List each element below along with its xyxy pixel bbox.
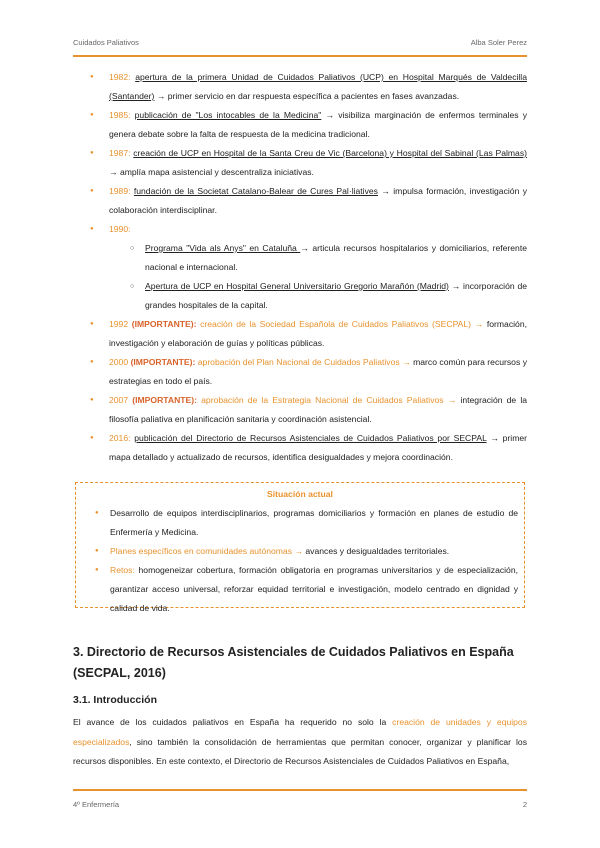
timeline-item-important	[73, 353, 527, 391]
timeline-link[interactable]: fundación de la Societat Catalano-Balear de Cures Pal·liatives	[133, 186, 378, 196]
timeline-highlight: creación de la Sociedad Española de Cuidados Paliativos (SECPAL) →	[196, 319, 484, 329]
timeline-link[interactable]: publicación de "Los intocables de la Medicina"	[134, 110, 322, 120]
header-title: Cuidados Paliativos	[73, 38, 139, 47]
timeline-link[interactable]: apertura de la primera Unidad de Cuidados Paliativos (UCP) en Hospital Marqués de Valdecilla (Santander)	[109, 72, 527, 101]
timeline-item	[73, 144, 527, 182]
timeline-text: → primer mapa detallado y actualizado de recursos, identifica desigualdades y mejora coordinación.	[109, 433, 527, 462]
timeline-text: → visibiliza marginación de enfermos terminales y genera debate sobre la falta de respuesta de la medicina tradicional.	[109, 110, 527, 139]
timeline-item	[73, 429, 527, 467]
timeline-year: 2016:	[109, 433, 131, 443]
page-number: 2	[522, 800, 527, 809]
page-header	[73, 38, 527, 50]
timeline-text: → incorporación de grandes hospitales de la capital.	[145, 281, 527, 310]
situacion-text: homogeneizar cobertura, formación obligatoria en programas universitarios y de especialización, garantizar acceso universal, reforzar equidad territorial e investigación, modelo centrado en dignidad y calidad de vida.	[110, 565, 518, 613]
intro-paragraph	[73, 713, 527, 772]
timeline-link[interactable]: Apertura de UCP en Hospital General Universitario Gregorio Marañón (Madrid)	[145, 281, 449, 291]
important-tag: (IMPORTANTE):	[132, 395, 198, 405]
timeline-item-important	[73, 391, 527, 429]
timeline-content	[73, 68, 527, 467]
important-tag: (IMPORTANTE):	[131, 319, 197, 329]
situacion-text: avances y desigualdades territoriales.	[303, 546, 450, 556]
timeline-year: 1982:	[109, 72, 131, 82]
header-author: Alba Soler Perez	[470, 38, 527, 47]
timeline-year: 1992	[109, 319, 132, 329]
timeline-highlight: aprobación de la Estrategia Nacional de Cuidados Paliativos →	[197, 395, 457, 405]
timeline-link[interactable]: creación de UCP en Hospital de la Santa Creu de Vic (Barcelona) y Hospital del Sabinal (Las Palmas)	[133, 148, 527, 158]
paragraph-text: El avance de los cuidados paliativos en España ha requerido no solo la	[73, 717, 393, 727]
timeline-item-important	[73, 315, 527, 353]
timeline-year: 2007	[109, 395, 133, 405]
timeline-link[interactable]: Programa "Vida als Anys" en Cataluña	[145, 243, 301, 253]
situacion-item	[82, 561, 518, 618]
timeline-item	[73, 182, 527, 220]
timeline-sublist	[109, 239, 527, 315]
section-heading: 3. Directorio de Recursos Asistenciales de Cuidados Paliativos en España (SECPAL, 2016)	[73, 645, 514, 680]
timeline-year: 2000	[109, 357, 131, 367]
important-tag: (IMPORTANTE):	[130, 357, 196, 367]
situacion-highlight: Retos:	[110, 565, 135, 575]
paragraph-highlight: creación de unidades y equipos especializados	[73, 717, 528, 747]
situacion-list	[82, 504, 518, 618]
footer-course: 4º Enfermería	[73, 800, 120, 809]
timeline-text: → articula recursos hospitalarios y domiciliarios, referente nacional e internacional.	[145, 243, 527, 272]
timeline-link[interactable]: publicación del Directorio de Recursos Asistenciales de Cuidados Paliativos por SECPAL	[134, 433, 487, 443]
timeline-year: 1989:	[109, 186, 131, 196]
timeline-text: marco común para recursos y estrategias en todo el país.	[109, 357, 527, 386]
situacion-item	[82, 542, 518, 561]
header-divider	[73, 55, 527, 57]
timeline-text: → amplía mapa asistencial y descentraliza iniciativas.	[109, 167, 314, 177]
timeline-list	[73, 68, 527, 467]
timeline-highlight: aprobación del Plan Nacional de Cuidados Paliativos →	[195, 357, 411, 367]
timeline-text: → primer servicio en dar respuesta específica a pacientes en fases avanzadas.	[154, 91, 460, 101]
situacion-highlight: Planes específicos en comunidades autónomas →	[110, 546, 303, 556]
situacion-text: Desarrollo de equipos interdisciplinarios, programas domiciliarios y formación en planes de estudio de Enfermería y Medicina.	[110, 508, 518, 537]
timeline-text: → impulsa formación, investigación y colaboración interdisciplinar.	[109, 186, 527, 215]
box-title: Situación actual	[267, 489, 333, 499]
timeline-item	[73, 106, 527, 144]
timeline-item	[73, 68, 527, 106]
situacion-item	[82, 504, 518, 542]
situacion-actual-box	[75, 482, 525, 613]
paragraph-text: , sino también la consolidación de herramientas que permitan conocer, organizar y planificar los recursos disponibles. En este contexto, el Directorio de Recursos Asistenciales de Cuidados Paliativos en España,	[73, 736, 527, 766]
timeline-text: formación, investigación y elaboración de guías y políticas públicas.	[109, 319, 527, 348]
footer-divider	[73, 789, 527, 791]
timeline-year: 1990:	[109, 224, 131, 234]
subsection-heading: 3.1. Introducción	[73, 694, 158, 706]
timeline-text: integración de la filosofía paliativa en planificación sanitaria y coordinación asistencial.	[109, 395, 528, 424]
timeline-year: 1987:	[109, 148, 131, 158]
timeline-item-1990	[73, 220, 527, 315]
timeline-year: 1985:	[109, 110, 131, 120]
timeline-subitem	[109, 239, 527, 277]
timeline-subitem	[109, 277, 527, 315]
